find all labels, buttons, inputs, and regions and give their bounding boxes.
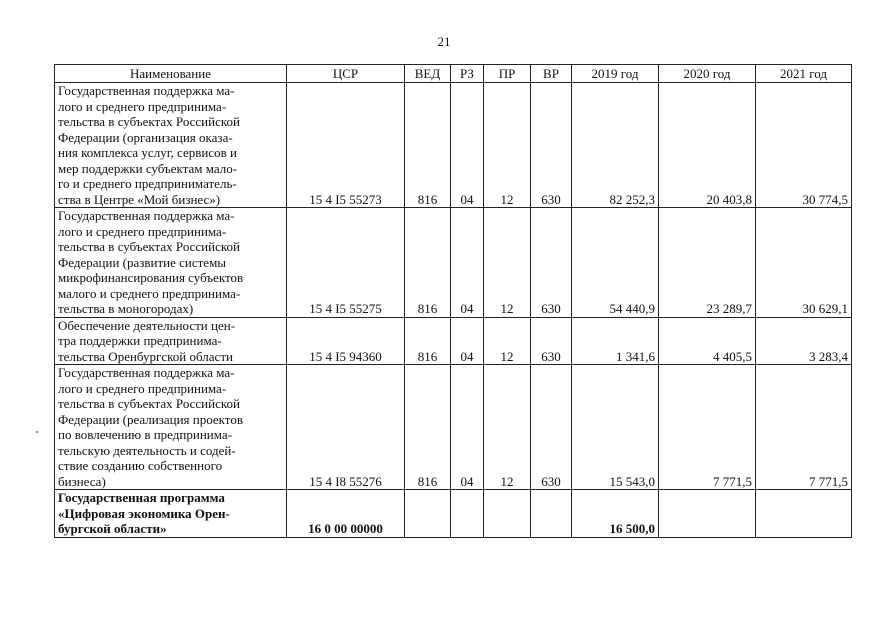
- table-row: [55, 208, 852, 318]
- row-2020: 20 403,8: [659, 83, 756, 208]
- row-name: Государственная поддержка ма- лого и среднего предпринима- тельства в субъектах Российской Федерации (развитие системы микрофинансирования субъектов малого и среднего предпринима- тельства в моногородах): [55, 208, 287, 318]
- row-2021: 30 774,5: [756, 83, 852, 208]
- row-vr: [531, 490, 572, 538]
- row-2019: 82 252,3: [572, 83, 659, 208]
- row-csr: 15 4 I5 94360: [287, 317, 405, 365]
- row-2019: 16 500,0: [572, 490, 659, 538]
- row-2020: 23 289,7: [659, 208, 756, 318]
- row-vr: 630: [531, 365, 572, 490]
- row-rz: 04: [451, 365, 484, 490]
- row-2021: 7 771,5: [756, 365, 852, 490]
- header-2020: 2020 год: [659, 65, 756, 83]
- row-2019: 15 543,0: [572, 365, 659, 490]
- row-2021: [756, 490, 852, 538]
- table-row: [55, 317, 852, 365]
- budget-table: [54, 64, 852, 538]
- row-pr: 12: [484, 208, 531, 318]
- table-row-program: [55, 490, 852, 538]
- row-vr: 630: [531, 83, 572, 208]
- scan-speck: [36, 431, 38, 433]
- row-2019: 1 341,6: [572, 317, 659, 365]
- row-ved: 816: [405, 83, 451, 208]
- table-row: [55, 83, 852, 208]
- row-csr: 15 4 I5 55275: [287, 208, 405, 318]
- row-2021: 3 283,4: [756, 317, 852, 365]
- header-name: Наименование: [55, 65, 287, 83]
- row-ved: 816: [405, 317, 451, 365]
- row-2019: 54 440,9: [572, 208, 659, 318]
- row-2021: 30 629,1: [756, 208, 852, 318]
- row-rz: 04: [451, 83, 484, 208]
- row-ved: 816: [405, 208, 451, 318]
- row-2020: [659, 490, 756, 538]
- row-rz: 04: [451, 208, 484, 318]
- row-vr: 630: [531, 317, 572, 365]
- table-row: [55, 365, 852, 490]
- header-ved: ВЕД: [405, 65, 451, 83]
- row-pr: 12: [484, 317, 531, 365]
- row-name: Государственная программа «Цифровая экономика Орен- бургской области»: [55, 490, 287, 538]
- row-pr: 12: [484, 83, 531, 208]
- row-2020: 7 771,5: [659, 365, 756, 490]
- row-name: Обеспечение деятельности цен- тра поддержки предпринима- тельства Оренбургской области: [55, 317, 287, 365]
- header-2021: 2021 год: [756, 65, 852, 83]
- row-name: Государственная поддержка ма- лого и среднего предпринима- тельства в субъектах Российской Федерации (реализация проектов по вовлечению в предпринима- тельскую деятельность и содей- ствие созданию собственного бизнеса): [55, 365, 287, 490]
- row-csr: 15 4 I8 55276: [287, 365, 405, 490]
- row-rz: 04: [451, 317, 484, 365]
- header-rz: РЗ: [451, 65, 484, 83]
- row-csr: 16 0 00 00000: [287, 490, 405, 538]
- header-pr: ПР: [484, 65, 531, 83]
- header-2019: 2019 год: [572, 65, 659, 83]
- header-csr: ЦСР: [287, 65, 405, 83]
- header-row: [55, 65, 852, 83]
- row-pr: [484, 490, 531, 538]
- row-csr: 15 4 I5 55273: [287, 83, 405, 208]
- row-ved: [405, 490, 451, 538]
- page-number: 21: [437, 34, 451, 49]
- header-vr: ВР: [531, 65, 572, 83]
- row-vr: 630: [531, 208, 572, 318]
- row-name: Государственная поддержка ма- лого и среднего предпринима- тельства в субъектах Российской Федерации (организация оказа- ния комплекса услуг, сервисов и мер поддержки субъектам мало- го и среднего предприниматель- ства в Центре «Мой бизнес»): [55, 83, 287, 208]
- row-ved: 816: [405, 365, 451, 490]
- row-rz: [451, 490, 484, 538]
- row-pr: 12: [484, 365, 531, 490]
- row-2020: 4 405,5: [659, 317, 756, 365]
